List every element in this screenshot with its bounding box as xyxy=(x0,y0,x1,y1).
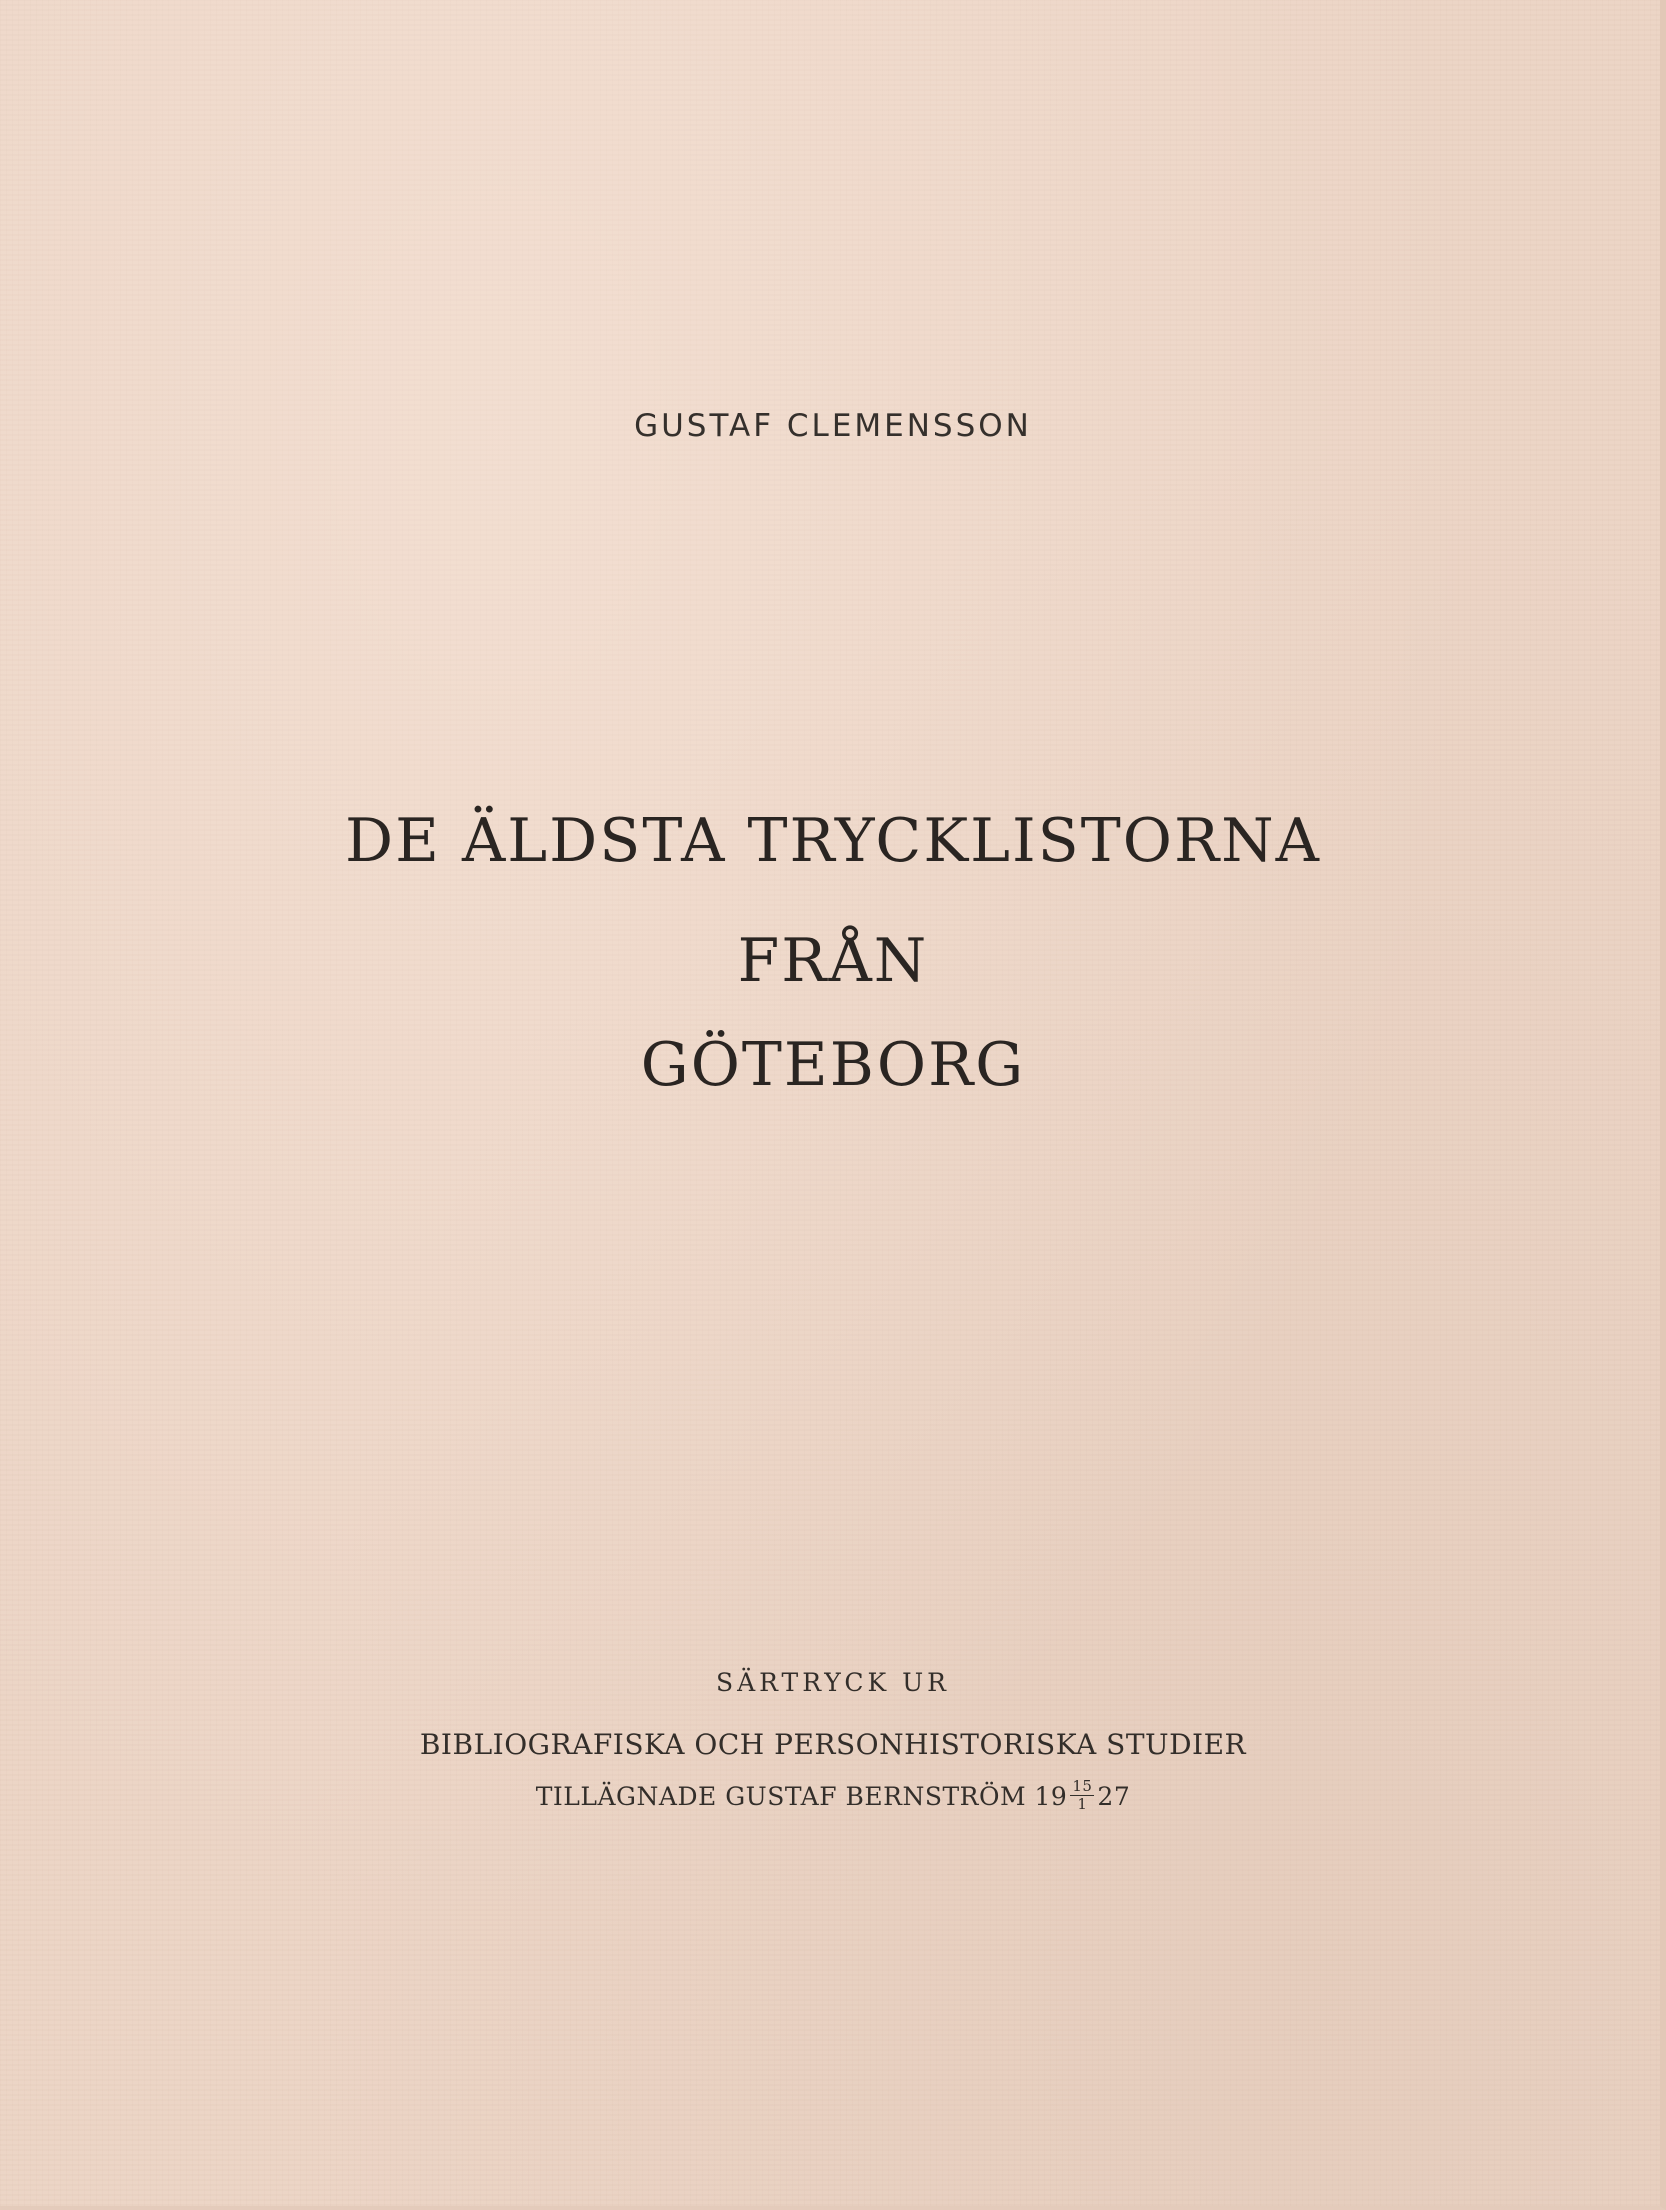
date-numerator: 15 xyxy=(1072,1777,1093,1795)
dedication-prefix: TILLÄGNADE GUSTAF BERNSTRÖM 19 xyxy=(535,1782,1068,1811)
reprint-label: SÄRTRYCK UR xyxy=(715,1668,950,1697)
date-fraction xyxy=(1070,1779,1094,1812)
title-line-1: DE ÄLDSTA TRYCKLISTORNA xyxy=(345,806,1321,876)
date-denominator: 1 xyxy=(1077,1795,1088,1813)
title-line-2: FRÅN xyxy=(737,926,929,996)
dedication-line xyxy=(0,1777,1666,1815)
reprint-source: BIBLIOGRAFISKA OCH PERSONHISTORISKA STUDIER xyxy=(419,1728,1247,1761)
title-line-3: GÖTEBORG xyxy=(640,1030,1026,1100)
author-name: GUSTAF CLEMENSSON xyxy=(634,408,1032,444)
dedication-suffix: 27 xyxy=(1097,1782,1131,1811)
